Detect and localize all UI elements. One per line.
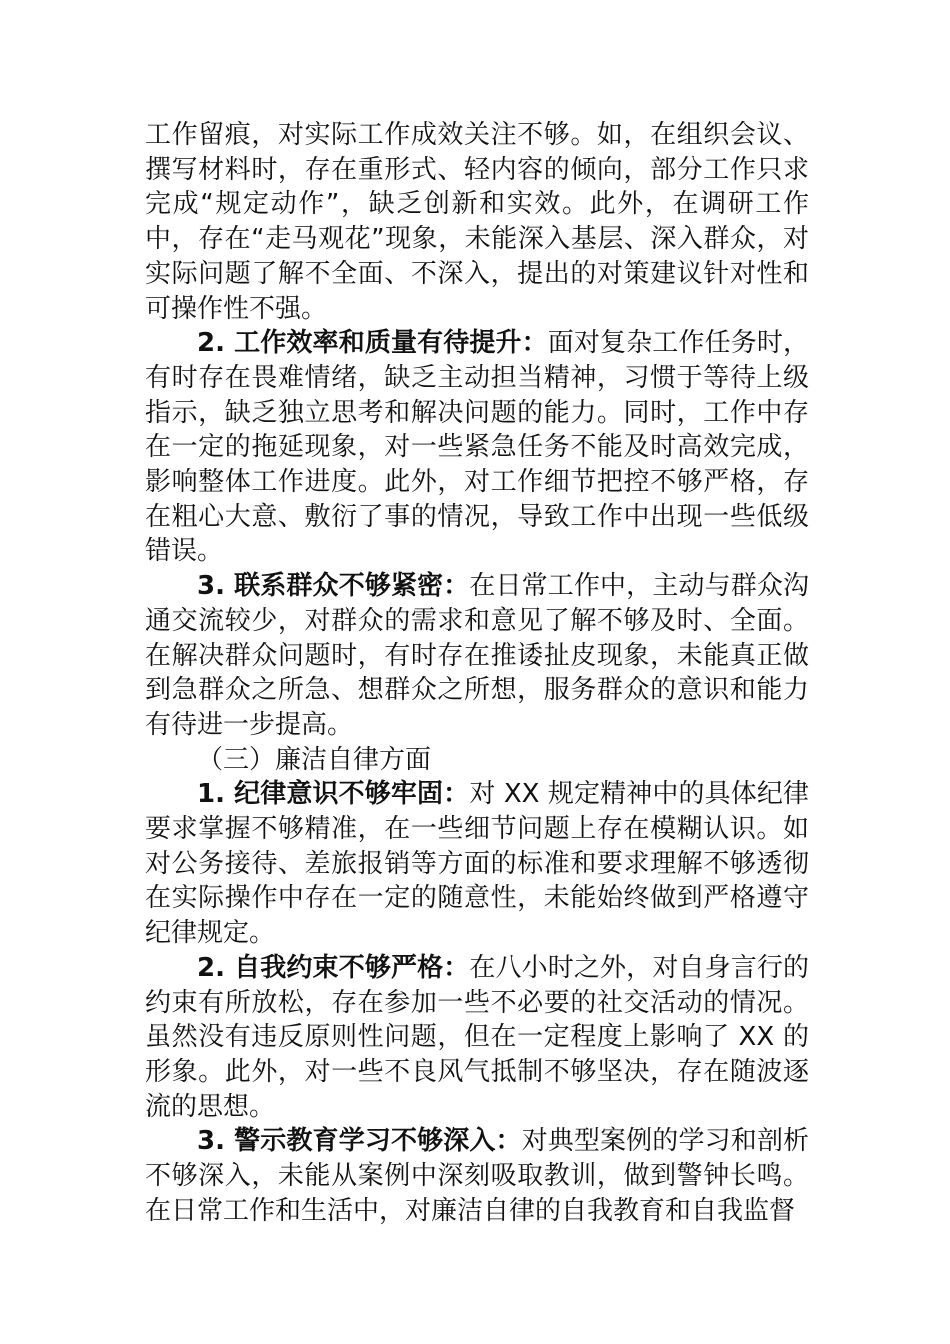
paragraph-heading: 2. 工作效率和质量有待提升： [197, 328, 548, 359]
section-heading-integrity [145, 743, 809, 778]
paragraph-text: 工作留痕，对实际工作成效关注不够。如，在组织会议、撰写材料时，存在重形式、轻内容的倾向，部分工作只求完成“规定动作”，缺乏创新和实效。此外，在调研工作中，存在“走马观花”现象，未能深入基层、深入群众，对实际问题了解不全面、不深入，提出的对策建议针对性和可操作性不强。 [145, 120, 809, 324]
paragraph-warning-education [145, 1124, 809, 1228]
paragraph-heading: 3. 联系群众不够紧密： [197, 571, 470, 602]
paragraph-text: 对 XX 规定精神中的具体纪律要求掌握不够精准，在一些细节问题上存在模糊认识。如对公务接待、差旅报销等方面的标准和要求理解不够透彻在实际操作中存在一定的随意性，未能始终做到严格遵守纪律规定。 [145, 779, 809, 949]
paragraph-heading: 2. 自我约束不够严格： [197, 952, 470, 983]
paragraph-mass-contact [145, 569, 809, 743]
paragraph-continuation [145, 118, 809, 326]
paragraph-text: 在八小时之外，对自身言行的约束有所放松，存在参加一些不必要的社交活动的情况。虽然没有违反原则性问题，但在一定程度上影响了 XX 的形象。此外，对一些不良风气抵制不够坚决，存在随波逐流的思想。 [145, 952, 809, 1122]
paragraph-work-efficiency [145, 326, 809, 569]
paragraph-text: 对典型案例的学习和剖析不够深入，未能从案例中深刻吸取教训，做到警钟长鸣。在日常工作和生活中，对廉洁自律的自我教育和自我监督 [145, 1126, 809, 1226]
paragraph-text: 在日常工作中，主动与群众沟通交流较少，对群众的需求和意见了解不够及时、全面。在解决群众问题时，有时存在推诿扯皮现象，未能真正做到急群众之所急、想群众之所想，服务群众的意识和能力有待进一步提高。 [145, 571, 809, 740]
paragraph-text: 面对复杂工作任务时，有时存在畏难情绪，缺乏主动担当精神，习惯于等待上级指示，缺乏独立思考和解决问题的能力。同时，工作中存在一定的拖延现象，对一些紧急任务不能及时高效完成，影响整体工作进度。此外，对工作细节把控不够严格，存在粗心大意、敷衍了事的情况，导致工作中出现一些低级错误。 [145, 328, 809, 567]
paragraph-discipline-awareness [145, 777, 809, 951]
section-heading-text: （三）廉洁自律方面 [197, 744, 432, 775]
paragraph-heading: 3. 警示教育学习不够深入： [197, 1126, 522, 1157]
paragraph-self-restraint [145, 951, 809, 1125]
document-body [145, 118, 809, 1229]
paragraph-heading: 1. 纪律意识不够牢固： [197, 779, 470, 810]
